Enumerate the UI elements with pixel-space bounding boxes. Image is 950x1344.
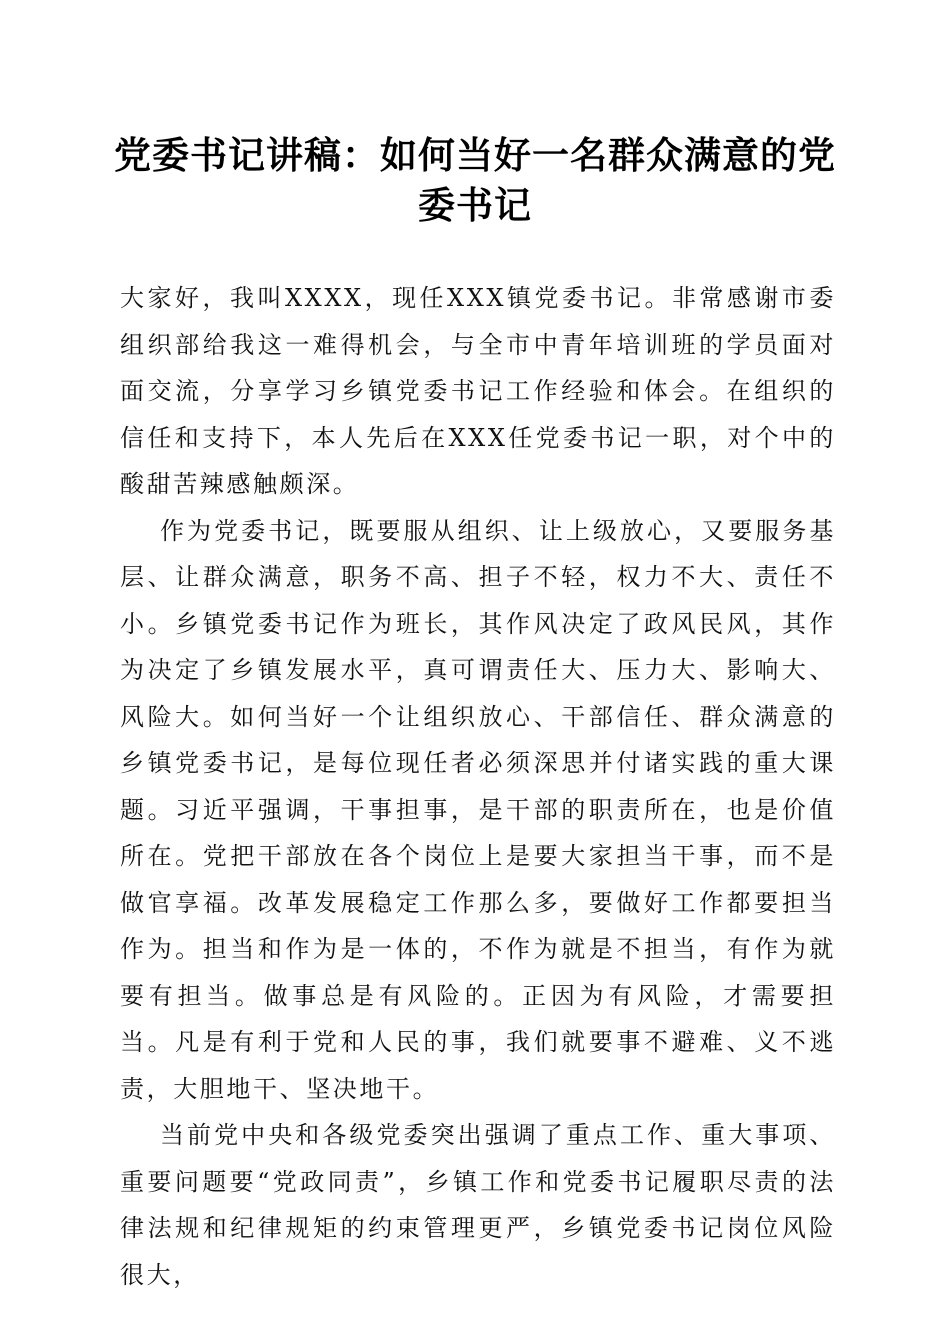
document-body — [120, 275, 836, 1298]
document-title: 党委书记讲稿：如何当好一名群众满意的党委书记 — [114, 133, 836, 227]
paragraph-current: 当前党中央和各级党委突出强调了重点工作、重大事项、重要问题要“党政同责”，乡镇工作和党委书记履职尽责的法律法规和纪律规矩的约束管理更严，乡镇党委书记岗位风险很大， — [120, 1121, 836, 1289]
paragraph-intro: 大家好，我叫XXXX，现任XXX镇党委书记。非常感谢市委组织部给我这一难得机会，与全市中青年培训班的学员面对面交流，分享学习乡镇党委书记工作经验和体会。在组织的信任和支持下，本人先后在XXX任党委书记一职，对个中的酸甜苦辣感触颇深。 — [120, 284, 836, 498]
paragraph-role: 作为党委书记，既要服从组织、让上级放心，又要服务基层、让群众满意，职务不高、担子不轻，权力不大、责任不小。乡镇党委书记作为班长，其作风决定了政风民风，其作为决定了乡镇发展水平，真可谓责任大、压力大、影响大、风险大。如何当好一个让组织放心、干部信任、群众满意的乡镇党委书记，是每位现任者必须深思并付诸实践的重大课题。习近平强调，干事担事，是干部的职责所在，也是价值所在。党把干部放在各个岗位上是要大家担当干事，而不是做官享福。改革发展稳定工作那么多，要做好工作都要担当作为。担当和作为是一体的，不作为就是不担当，有作为就要有担当。做事总是有风险的。正因为有风险，才需要担当。凡是有利于党和人民的事，我们就要事不避难、义不逃责，大胆地干、坚决地干。 — [120, 516, 836, 1103]
